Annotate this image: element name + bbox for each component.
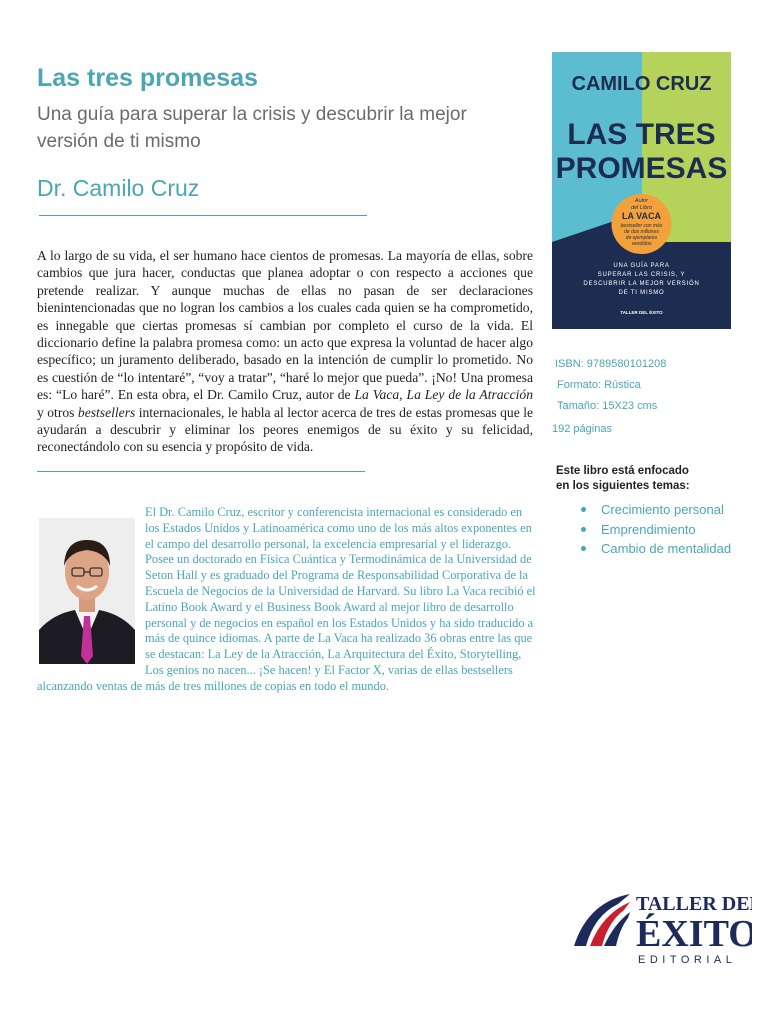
divider-middle: [37, 471, 365, 472]
isbn: ISBN: 9789580101208: [555, 358, 667, 370]
svg-text:vendidos: vendidos: [631, 241, 652, 247]
cover-title-line2: PROMESAS: [555, 152, 728, 185]
logo-line3: EDITORIAL: [638, 954, 737, 966]
list-item: Cambio de mentalidad: [578, 539, 748, 559]
book-ref-ley-atraccion: La Ley de la Atracción: [406, 387, 533, 403]
svg-text:SUPERAR LAS CRISIS, Y: SUPERAR LAS CRISIS, Y: [597, 272, 686, 278]
svg-text:UNA GUÍA PARA: UNA GUÍA PARA: [613, 263, 670, 269]
bullet-icon: [581, 527, 586, 532]
cover-title-line1: LAS TRES: [567, 118, 716, 151]
bullet-icon: [581, 546, 586, 551]
size: Tamaño: 15X23 cms: [557, 400, 658, 412]
svg-text:bestseller con más: bestseller con más: [620, 223, 663, 229]
logo-line1: TALLER DEL: [636, 893, 752, 915]
author-name: Dr. Camilo Cruz: [37, 175, 200, 201]
bullet-icon: [581, 507, 586, 512]
page-count: 192 páginas: [552, 423, 612, 435]
book-subtitle: Una guía para superar la crisis y descubrir la mejor versión de ti mismo: [37, 104, 467, 152]
logo-line2: ÉXITO: [636, 913, 752, 955]
svg-text:de dos millones: de dos millones: [624, 229, 659, 235]
svg-text:Autor: Autor: [634, 198, 649, 204]
book-cover: [552, 52, 731, 329]
cover-author: CAMILO CRUZ: [571, 73, 712, 95]
svg-text:DE TI MISMO: DE TI MISMO: [618, 290, 665, 296]
author-bio: El Dr. Camilo Cruz, escritor y conferencista internacional es considerado en los Estados Unidos y Latinoamérica como uno de los más altos exponentes en el campo del desarrollo personal, la excelencia empresarial y el liderazgo. Posee un doctorado en Física Cuántica y Termodinámica de la Universidad de Seton Hall y es graduado del Programa de Responsabilidad Corporativa de la Escuela de Negocios de la Universidad de Harvard. Su libro La Vaca recibió el Latino Book Award y el Business Book Award al mejor libro de desarrollo personal y de negocios en español en los Estados Unidos y ha sido traducido a más de quince idiomas. A parte de La Vaca ha realizado 36 obras entre las que se destacan: La Ley de la Atracción, La Arquitectura del Éxito, Storytelling, Los genios no nacen... ¡Se hacen! y El Factor X, varias de ellas bestsellers alcanzando ventas de más de tres millones de copias en todo el mundo.: [37, 505, 536, 693]
svg-text:DESCUBRIR LA MEJOR VERSIÓN: DESCUBRIR LA MEJOR VERSIÓN: [583, 281, 700, 287]
svg-text:del Libro: del Libro: [630, 205, 653, 211]
format: Formato: Rústica: [557, 379, 641, 391]
book-title: Las tres promesas: [37, 64, 258, 92]
book-ref-la-vaca: La Vaca: [354, 387, 400, 403]
list-item: Emprendimiento: [578, 520, 748, 540]
svg-text:de ejemplares: de ejemplares: [625, 235, 658, 241]
svg-text:LA VACA: LA VACA: [622, 211, 661, 221]
topics-list: [578, 500, 748, 559]
svg-text:TALLER DEL ÉXITO: TALLER DEL ÉXITO: [620, 310, 663, 315]
topics-heading: Este libro está enfocado en los siguientes temas:: [556, 465, 690, 492]
publisher-logo: [572, 888, 752, 968]
book-description: A lo largo de su vida, el ser humano hace cientos de promesas. La mayoría de ellas, sobre cambios que jura hacer, conductas que planea adoptar o con respecto a acciones que pretende realizar. Y aunque muchas de ellas no pasan de ser declaraciones bienintencionadas que no logran los cambios a los cuales cada quien se ha comprometido, es innegable que ciertas promesas sí cambian por completo el curso de la vida. El diccionario define la palabra promesa como: un acto que expresa la voluntad de hacer algo específico; un juramento deliberado, basado en la intención de cumplir lo prometido. No es cuestión de “lo intentaré”, “voy a tratar”, “haré lo mejor que pueda”. ¡No! Una promesa es: “Lo haré”. En esta obra, el Dr. Camilo Cruz, autor de La Vaca, La Ley de la Atracción y otros bestsellers internacionales, le habla al lector acerca de tres de estas promesas que le ayudarán a descubrir y eliminar los peores enemigos de su éxito y su felicidad, reconectándolo con su esencia y propósito de vida.: [37, 248, 534, 455]
divider-top: [39, 215, 367, 216]
list-item: Crecimiento personal: [578, 500, 748, 520]
